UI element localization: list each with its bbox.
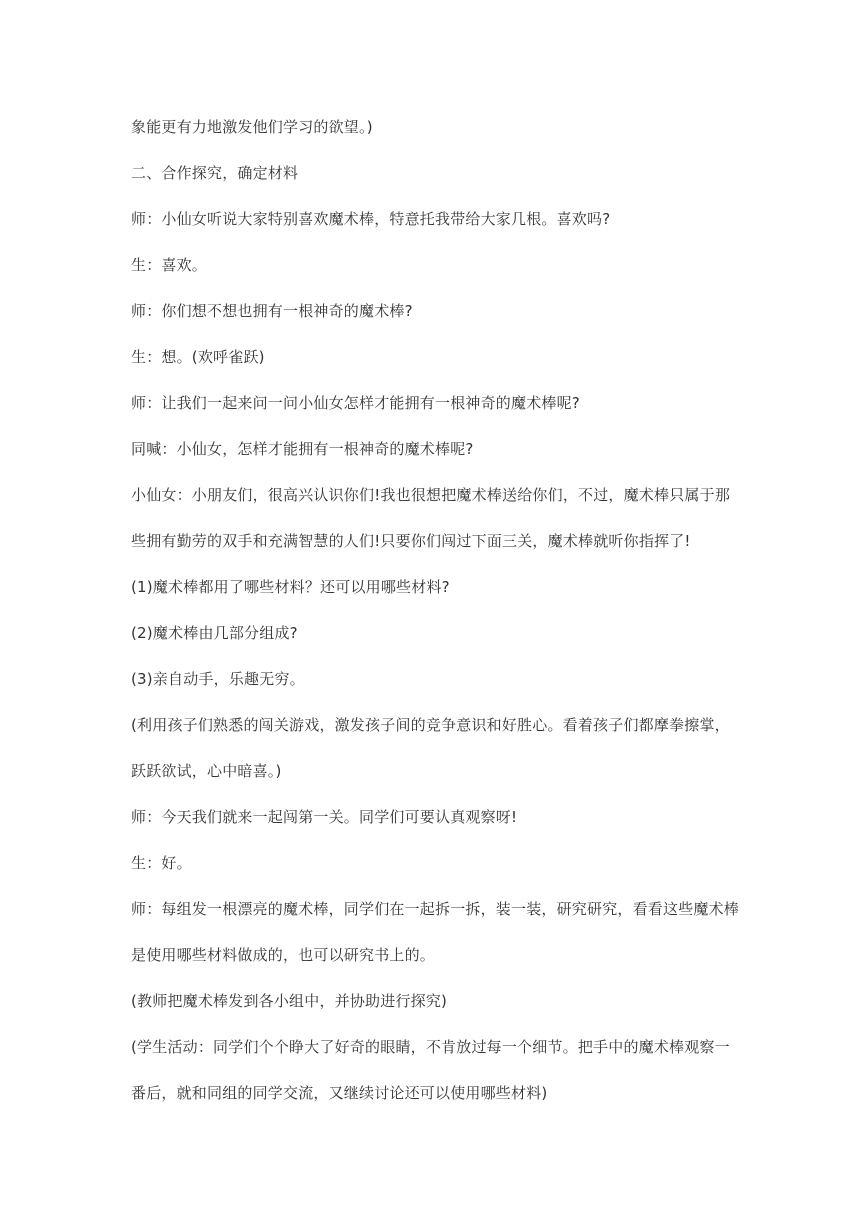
text-line: 师：让我们一起来问一问小仙女怎样才能拥有一根神奇的魔术棒呢?: [131, 394, 580, 412]
list-item: (1)魔术棒都用了哪些材料？还可以用哪些材料?: [131, 578, 450, 596]
text-line: 师：每组发一根漂亮的魔术棒，同学们在一起拆一拆，装一装，研究研究，看看这些魔术棒: [131, 900, 740, 918]
text-line: 小仙女：小朋友们，很高兴认识你们!我也很想把魔术棒送给你们，不过，魔术棒只属于那: [131, 486, 731, 504]
text-line: 些拥有勤劳的双手和充满智慧的人们!只要你们闯过下面三关，魔术棒就听你指挥了!: [131, 532, 691, 550]
text-line: 同喊：小仙女，怎样才能拥有一根神奇的魔术棒呢?: [131, 440, 474, 458]
section-heading: 二、合作探究，确定材料: [131, 164, 299, 182]
text-line: 师：你们想不想也拥有一根神奇的魔术棒?: [131, 302, 413, 320]
text-line: 生：喜欢。: [131, 256, 208, 274]
text-line: 跃跃欲试，心中暗喜。): [131, 762, 282, 780]
text-line: (教师把魔术棒发到各小组中，并协助进行探究): [131, 992, 448, 1010]
text-line: 生：好。: [131, 854, 192, 872]
text-line: 象能更有力地激发他们学习的欲望。): [131, 118, 373, 136]
list-item: (2)魔术棒由几部分组成?: [131, 624, 298, 642]
text-line: 番后，就和同组的同学交流，又继续讨论还可以使用哪些材料): [131, 1084, 548, 1102]
document-body: [131, 112, 741, 1124]
text-line: 是使用哪些材料做成的，也可以研究书上的。: [131, 946, 436, 964]
text-line: (利用孩子们熟悉的闯关游戏，激发孩子间的竞争意识和好胜心。看着孩子们都摩拳擦掌，: [131, 716, 730, 734]
list-item: (3)亲自动手，乐趣无穷。: [131, 670, 305, 688]
text-line: (学生活动：同学们个个睁大了好奇的眼睛，不肯放过每一个细节。把手中的魔术棒观察一: [131, 1038, 730, 1056]
text-line: 师：小仙女听说大家特别喜欢魔术棒，特意托我带给大家几根。喜欢吗?: [131, 210, 611, 228]
text-line: 师：今天我们就来一起闯第一关。同学们可要认真观察呀!: [131, 808, 518, 826]
text-line: 生：想。(欢呼雀跃): [131, 348, 265, 366]
